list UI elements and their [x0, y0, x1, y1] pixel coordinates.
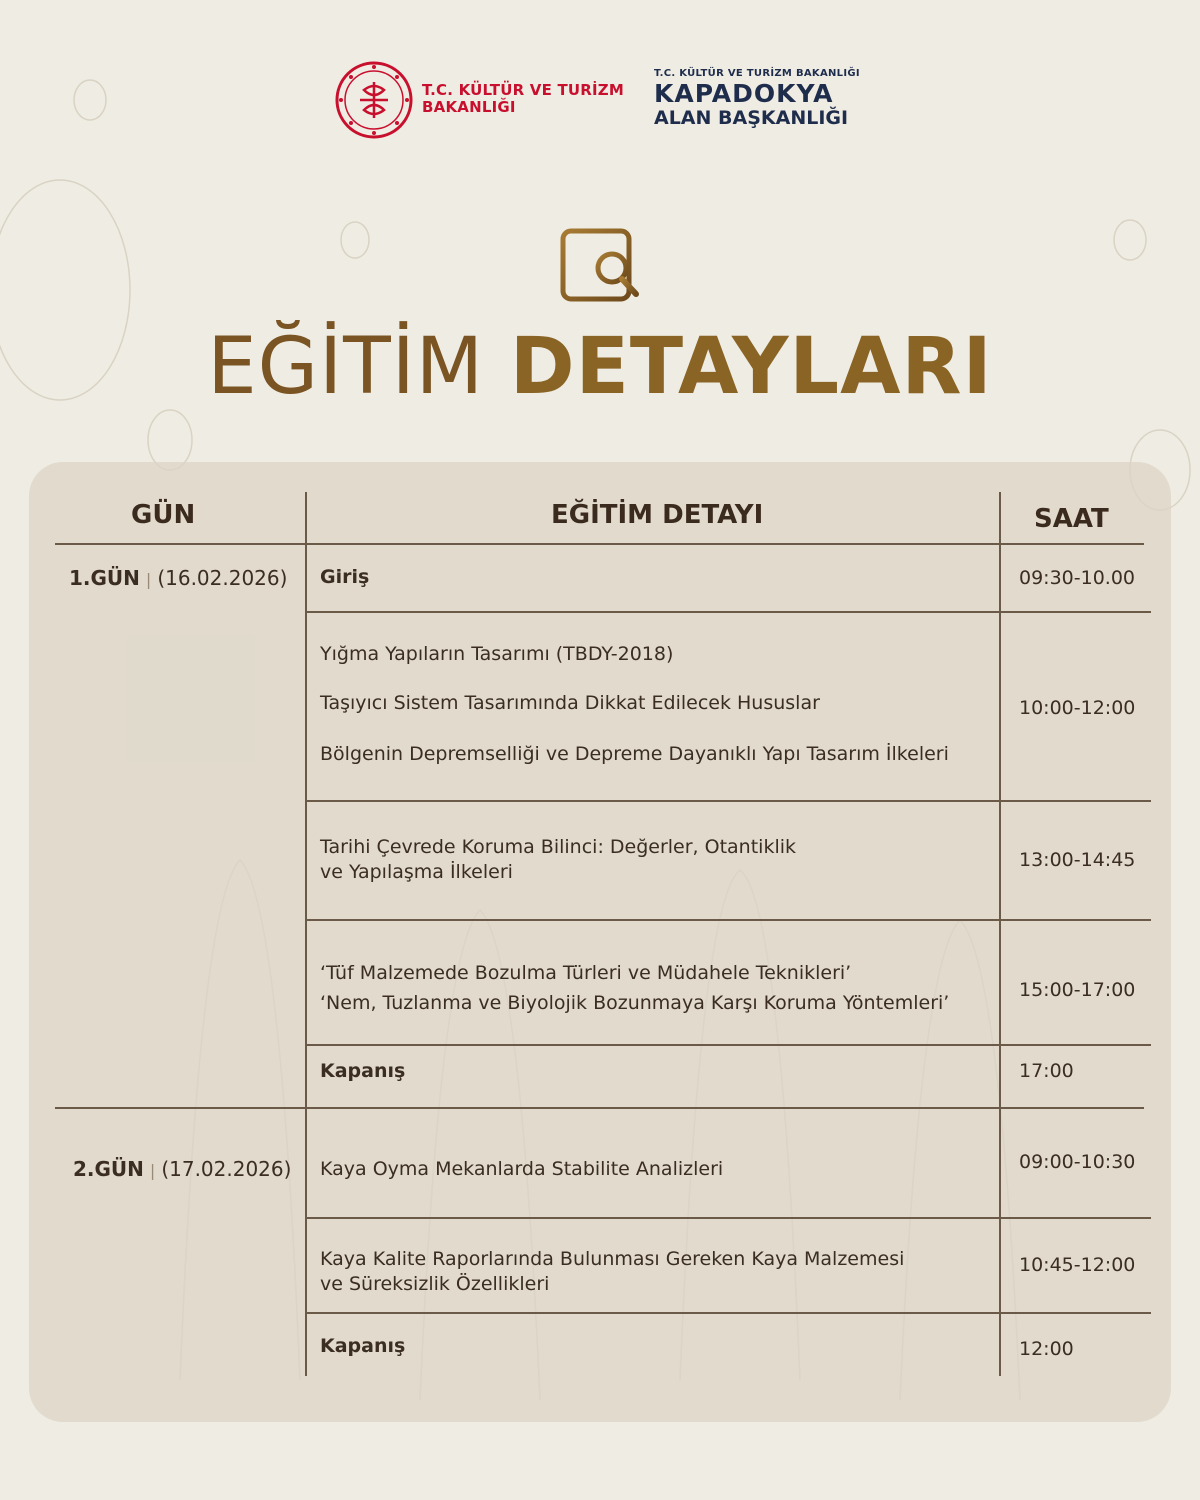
- row-5-line-1: Kapanış: [320, 1060, 406, 1082]
- row-6-time: 09:00-10:30: [1019, 1151, 1136, 1173]
- row-7-detail: [320, 1247, 904, 1297]
- row-6-line-1: Kaya Oyma Mekanlarda Stabilite Analizleri: [320, 1158, 724, 1180]
- kapadokya-ministry-line: T.C. KÜLTÜR VE TURİZM BAKANLIĞI: [654, 68, 860, 79]
- page-title: [0, 322, 1200, 412]
- kapadokya-subtitle: ALAN BAŞKANLIĞI: [654, 107, 849, 129]
- row-8-detail: [320, 1334, 405, 1359]
- header-divider: [55, 543, 1144, 545]
- row-4-detail: [320, 958, 949, 1018]
- day2-separator: |: [149, 1161, 156, 1180]
- row-7-line-2: ve Süreksizlik Özellikleri: [320, 1273, 550, 1295]
- day2-name: 2.GÜN: [73, 1157, 144, 1181]
- column-header-time: SAAT: [1034, 504, 1109, 534]
- row-4-time: 15:00-17:00: [1019, 979, 1136, 1001]
- row-divider: [305, 919, 1151, 921]
- row-4-line-2: ‘Nem, Tuzlanma ve Biyolojik Bozunmaya Karşı Koruma Yöntemleri’: [320, 992, 950, 1014]
- header: [0, 60, 1200, 150]
- row-3-time: 13:00-14:45: [1019, 849, 1136, 871]
- row-5-detail: [320, 1059, 405, 1084]
- column-header-detail: EĞİTİM DETAYI: [551, 500, 764, 530]
- kapadokya-title: KAPADOKYA: [654, 79, 834, 108]
- row-3-line-2: ve Yapılaşma İlkeleri: [320, 861, 513, 883]
- row-divider: [305, 1312, 1151, 1314]
- day1-label: [69, 566, 287, 590]
- ministry-seal-icon: [334, 60, 414, 140]
- day2-label: [73, 1157, 291, 1181]
- row-7-line-1: Kaya Kalite Raporlarında Bulunması Gereken Kaya Malzemesi: [320, 1248, 905, 1270]
- row-divider: [305, 611, 1151, 613]
- ministry-name: [422, 82, 624, 116]
- ministry-logo: [334, 60, 624, 142]
- document-search-icon: [560, 228, 642, 306]
- row-1-time: 09:30-10.00: [1019, 567, 1136, 589]
- row-divider: [305, 800, 1151, 802]
- title-bold: DETAYLARI: [509, 322, 993, 412]
- day1-date: (16.02.2026): [157, 566, 288, 590]
- row-8-time: 12:00: [1019, 1338, 1074, 1360]
- row-3-line-1: Tarihi Çevrede Koruma Bilinci: Değerler, Otantiklik: [320, 836, 797, 858]
- kapadokya-logo: [654, 68, 884, 148]
- row-1-detail: [320, 565, 369, 590]
- day1-separator: |: [145, 570, 152, 589]
- row-3-detail: [320, 835, 796, 885]
- row-2-line-2: Taşıyıcı Sistem Tasarımında Dikkat Edilecek Hususlar: [320, 692, 820, 714]
- row-divider: [305, 1217, 1151, 1219]
- day2-date: (17.02.2026): [161, 1157, 292, 1181]
- ministry-line1: T.C. KÜLTÜR VE TURİZM: [422, 81, 625, 99]
- day1-name: 1.GÜN: [69, 566, 140, 590]
- row-divider: [305, 1044, 1151, 1046]
- ministry-line2: BAKANLIĞI: [422, 98, 516, 116]
- row-5-time: 17:00: [1019, 1060, 1074, 1082]
- row-2-detail: [320, 642, 949, 767]
- row-2-line-3: Bölgenin Depremselliği ve Depreme Dayanıklı Yapı Tasarım İlkeleri: [320, 743, 949, 765]
- row-1-line-1: Giriş: [320, 566, 370, 588]
- column-header-day: GÜN: [131, 500, 196, 530]
- row-6-detail: [320, 1157, 723, 1182]
- title-light: EĞİTİM: [207, 322, 485, 412]
- row-4-line-1: ‘Tüf Malzemede Bozulma Türleri ve Müdahele Teknikleri’: [320, 962, 852, 984]
- row-2-time: 10:00-12:00: [1019, 697, 1136, 719]
- day-divider: [55, 1107, 1144, 1109]
- row-2-line-1: Yığma Yapıların Tasarımı (TBDY-2018): [320, 643, 674, 665]
- column-divider: [305, 492, 307, 1376]
- row-8-line-1: Kapanış: [320, 1335, 406, 1357]
- row-7-time: 10:45-12:00: [1019, 1254, 1136, 1276]
- column-divider: [999, 492, 1001, 1376]
